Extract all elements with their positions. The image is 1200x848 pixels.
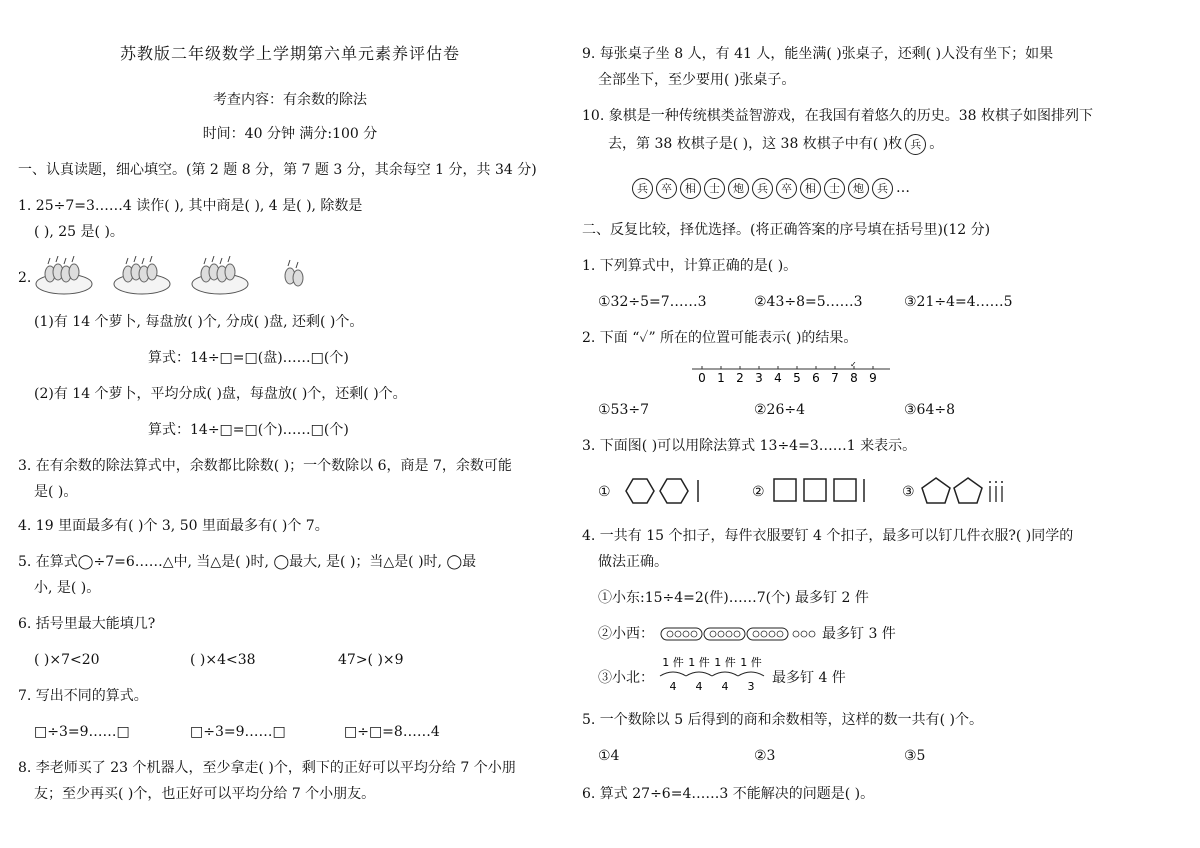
arc-groups-figure bbox=[658, 656, 778, 694]
q8-line2: 友；至少再买( )个，也正好可以平均分给 7 个小朋友。 bbox=[34, 786, 376, 802]
chess-piece: 兵 bbox=[632, 178, 653, 199]
group-bottom-label: 4 bbox=[721, 680, 729, 693]
c1-opt-3: ③21÷4=4……5 bbox=[904, 294, 1013, 310]
q7: 7. 写出不同的算式。 bbox=[18, 688, 148, 704]
chess-piece: 相 bbox=[800, 178, 821, 199]
group-bottom-label: 4 bbox=[669, 680, 677, 693]
chess-piece: 士 bbox=[824, 178, 845, 199]
number-line-tick-label: 4 bbox=[774, 371, 782, 385]
chess-piece: 炮 bbox=[848, 178, 869, 199]
c1-opt-1: ①32÷5=7……3 bbox=[598, 294, 707, 310]
c1: 1. 下列算式中，计算正确的是( )。 bbox=[582, 258, 798, 274]
group-arc bbox=[686, 672, 712, 676]
number-line-tick-label: 0 bbox=[698, 371, 706, 385]
number-line-tick-label: 6 bbox=[812, 371, 820, 385]
number-line-tick-label: 1 bbox=[717, 371, 725, 385]
q9-line2: 全部坐下，至少要用( )张桌子。 bbox=[598, 72, 796, 88]
q7-item-2: □÷3=9……□ bbox=[190, 724, 286, 740]
check-mark-icon: ✓ bbox=[850, 362, 857, 369]
q6: 6. 括号里最大能填几? bbox=[18, 616, 156, 632]
chess-piece: 兵 bbox=[752, 178, 773, 199]
q10-line1: 10. 象棋是一种传统棋类益智游戏，在我国有着悠久的历史。38 枚棋子如图排列下 bbox=[582, 108, 1093, 124]
c5-opt-1: ①4 bbox=[598, 748, 620, 764]
q2-part2-formula: 算式：14÷□=□(个)……□(个) bbox=[148, 422, 349, 438]
content-scope: 考查内容：有余数的除法 bbox=[213, 92, 367, 108]
plate-1 bbox=[36, 256, 92, 294]
group-top-label: 1 件 bbox=[662, 656, 684, 669]
q3-line1: 3. 在有余数的除法算式中，余数都比除数( )；一个数除以 6，商是 7，余数可能 bbox=[18, 458, 512, 474]
group-arc bbox=[660, 672, 686, 676]
squares-figure bbox=[770, 474, 870, 508]
c3-label-1: ① bbox=[598, 484, 611, 500]
q2-part1-formula: 算式：14÷□=□(盘)……□(个) bbox=[148, 350, 349, 366]
group-bottom-label: 3 bbox=[747, 680, 755, 693]
c4-line1: 4. 一共有 15 个扣子，每件衣服要钉 4 个扣子，最多可以钉几件衣服?( )同学的 bbox=[582, 528, 1074, 544]
q2-part1: (1)有 14 个萝卜, 每盘放( )个, 分成( )盘, 还剩( )个。 bbox=[34, 314, 364, 330]
page-title: 苏教版二年级数学上学期第六单元素养评估卷 bbox=[119, 44, 460, 63]
q7-item-1: □÷3=9……□ bbox=[34, 724, 130, 740]
q7-item-3: □÷□=8……4 bbox=[344, 724, 440, 740]
section-1-heading: 一、认真读题，细心填空。(第 2 题 8 分，第 7 题 3 分，其余每空 1 分，共 34 分) bbox=[18, 162, 537, 178]
number-line-tick-label: 9 bbox=[869, 371, 877, 385]
q10-period: 。 bbox=[929, 136, 944, 152]
c3: 3. 下面图( )可以用除法算式 13÷4=3……1 来表示。 bbox=[582, 438, 917, 454]
number-line-tick-label: 8 bbox=[850, 371, 858, 385]
c1-opt-2: ②43÷8=5……3 bbox=[754, 294, 863, 310]
chess-piece: 士 bbox=[704, 178, 725, 199]
chess-piece: 卒 bbox=[656, 178, 677, 199]
c2-opt-3: ③64÷8 bbox=[904, 402, 956, 418]
q5-line2: 小, 是( )。 bbox=[34, 580, 101, 596]
leftover-radishes bbox=[285, 260, 303, 286]
pentagons-figure bbox=[920, 474, 1010, 508]
c4-opt-3-text: 最多钉 4 件 bbox=[772, 670, 846, 686]
chess-ellipsis: … bbox=[896, 180, 910, 196]
group-arc bbox=[712, 672, 738, 676]
q3-line2: 是( )。 bbox=[34, 484, 78, 500]
c2: 2. 下面 “✓” 所在的位置可能表示( )的结果。 bbox=[582, 330, 858, 346]
chess-piece: 相 bbox=[680, 178, 701, 199]
q6-item-1: ( )×7<20 bbox=[34, 652, 100, 668]
q1-line2: ( ), 25 是( )。 bbox=[34, 224, 124, 240]
chess-piece-bing: 兵 bbox=[905, 134, 926, 155]
chess-piece: 兵 bbox=[872, 178, 893, 199]
c4-opt-2-text: 最多钉 3 件 bbox=[822, 626, 896, 642]
hexagons-figure bbox=[618, 474, 708, 508]
c4-opt-2-label: ②小西： bbox=[598, 626, 654, 642]
c4-line2: 做法正确。 bbox=[598, 554, 668, 570]
c5-opt-3: ③5 bbox=[904, 748, 926, 764]
number-line-tick-label: 3 bbox=[755, 371, 763, 385]
q4: 4. 19 里面最多有( )个 3, 50 里面最多有( )个 7。 bbox=[18, 518, 329, 534]
q10-line2 bbox=[608, 134, 943, 155]
number-line-tick-label: 5 bbox=[793, 371, 801, 385]
section-2-heading: 二、反复比较，择优选择。(将正确答案的序号填在括号里)(12 分) bbox=[582, 222, 991, 238]
c3-label-3: ③ bbox=[902, 484, 915, 500]
q1-line1: 1. 25÷7=3……4 读作( ), 其中商是( ), 4 是( ), 除数是 bbox=[18, 198, 363, 214]
c4-opt-3-label: ③小北： bbox=[598, 670, 654, 686]
chess-piece: 炮 bbox=[728, 178, 749, 199]
group-top-label: 1 件 bbox=[688, 656, 710, 669]
q9-line1: 9. 每张桌子坐 8 人，有 41 人，能坐满( )张桌子，还剩( )人没有坐下；如果 bbox=[582, 46, 1054, 62]
q2-label: 2. bbox=[18, 270, 32, 286]
q8-line1: 8. 李老师买了 23 个机器人，至少拿走( )个，剩下的正好可以平均分给 7 个小朋 bbox=[18, 760, 516, 776]
q2-part2: (2)有 14 个萝卜，平均分成( )盘，每盘放( )个，还剩( )个。 bbox=[34, 386, 407, 402]
group-bottom-label: 4 bbox=[695, 680, 703, 693]
time-score: 时间：40 分钟 满分:100 分 bbox=[202, 126, 378, 142]
c5-opt-2: ②3 bbox=[754, 748, 776, 764]
q6-item-2: ( )×4<38 bbox=[190, 652, 256, 668]
c6: 6. 算式 27÷6=4……3 不能解决的问题是( )。 bbox=[582, 786, 875, 802]
c5: 5. 一个数除以 5 后得到的商和余数相等，这样的数一共有( )个。 bbox=[582, 712, 983, 728]
chess-row bbox=[632, 178, 910, 199]
number-line-tick-label: 7 bbox=[831, 371, 839, 385]
c2-opt-1: ①53÷7 bbox=[598, 402, 650, 418]
group-arc bbox=[738, 672, 764, 676]
group-top-label: 1 件 bbox=[714, 656, 736, 669]
buttons-grouped-figure bbox=[660, 624, 830, 644]
plate-2 bbox=[114, 256, 170, 294]
c2-opt-2: ②26÷4 bbox=[754, 402, 806, 418]
number-line-tick-label: 2 bbox=[736, 371, 744, 385]
c4-opt-1: ①小东:15÷4=2(件)……7(个) 最多钉 2 件 bbox=[598, 590, 869, 606]
radish-plates-image bbox=[34, 256, 334, 298]
c3-label-2: ② bbox=[752, 484, 765, 500]
number-line bbox=[690, 362, 895, 386]
chess-piece: 卒 bbox=[776, 178, 797, 199]
q10-line2-text: 去，第 38 枚棋子是( )，这 38 枚棋子中有( )枚 bbox=[608, 136, 903, 152]
plate-3 bbox=[192, 256, 248, 294]
q5-line1: 5. 在算式◯÷7=6……△中, 当△是( )时, ◯最大, 是( )；当△是( )时, ◯最 bbox=[18, 554, 477, 570]
q6-item-3: 47>( )×9 bbox=[338, 652, 404, 668]
group-top-label: 1 件 bbox=[740, 656, 762, 669]
